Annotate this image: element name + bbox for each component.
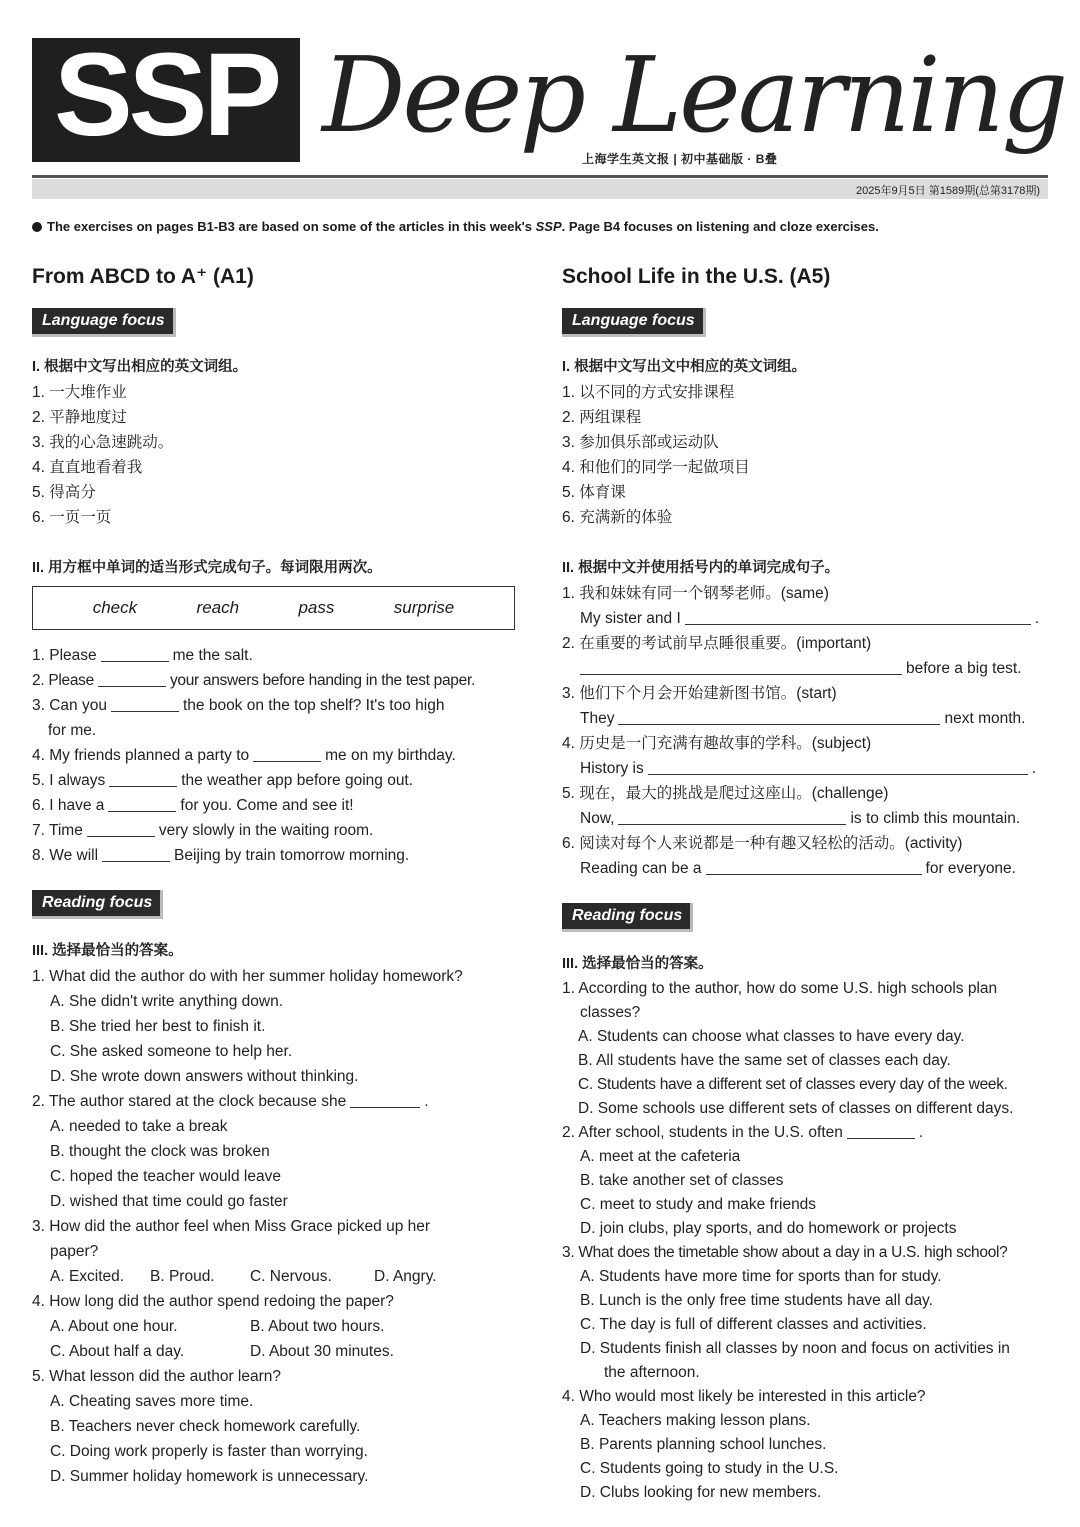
fill-sentence: 6. I have a for you. Come and see it!	[32, 797, 354, 814]
answer-blank[interactable]	[618, 808, 846, 825]
right-column	[562, 262, 1052, 1505]
word-box-item: reach	[196, 598, 240, 617]
option[interactable]: B. Parents planning school lunches.	[580, 1436, 827, 1453]
publication-title: Deep Learning	[322, 34, 1066, 156]
option[interactable]: C. The day is full of different classes and activities.	[580, 1316, 927, 1333]
translate-answer: My sister and I .	[580, 610, 1040, 627]
option[interactable]: C. She asked someone to help her.	[50, 1043, 293, 1060]
option[interactable]: A. She didn't write anything down.	[50, 993, 284, 1010]
translate-answer: History is .	[580, 760, 1037, 777]
answer-blank[interactable]	[98, 670, 166, 687]
question: 3. How did the author feel when Miss Grace picked up her	[32, 1218, 431, 1235]
notice-italic: SSP	[535, 219, 562, 234]
issue-date: 2025年9月5日 第1589期(总第3178期)	[855, 185, 1040, 197]
list-item: 4. 直直地看着我	[32, 459, 143, 476]
fill-sentence: 2. Please your answers before handing in the test paper.	[32, 672, 475, 689]
answer-blank[interactable]	[706, 858, 922, 875]
fill-sentence: 3. Can you the book on the top shelf? It's too high	[32, 697, 445, 714]
question: 2. The author stared at the clock because she .	[32, 1093, 429, 1110]
option[interactable]: D. join clubs, play sports, and do homework or projects	[580, 1220, 957, 1237]
option[interactable]: B. Lunch is the only free time students have all day.	[580, 1292, 933, 1309]
answer-blank[interactable]	[580, 658, 902, 675]
exercise-heading: III. 选择最恰当的答案。	[562, 956, 713, 972]
option[interactable]: C. Students going to study in the U.S.	[580, 1460, 839, 1477]
option[interactable]: A. Excited.	[50, 1268, 125, 1285]
fill-sentence: 4. My friends planned a party to me on my birthday.	[32, 747, 456, 764]
option[interactable]: A. needed to take a break	[50, 1118, 228, 1135]
exercise-heading: II. 根据中文并使用括号内的单词完成句子。	[562, 560, 840, 576]
bullet-icon	[32, 222, 42, 232]
option[interactable]: D. Students finish all classes by noon and focus on activities in	[580, 1340, 1010, 1357]
word-box	[32, 586, 515, 630]
list-item: 1. 一大堆作业	[32, 384, 127, 401]
option[interactable]: C. Nervous.	[250, 1268, 332, 1285]
exercise-heading: II. 用方框中单词的适当形式完成句子。每词限用两次。	[32, 560, 382, 576]
translate-answer: before a big test.	[562, 656, 1052, 681]
option[interactable]: B. All students have the same set of classes each day.	[578, 1052, 951, 1069]
list-item: 2. 两组课程	[562, 409, 642, 426]
option-row	[32, 1339, 520, 1364]
option[interactable]: D. She wrote down answers without thinking.	[50, 1068, 359, 1085]
option[interactable]: A. Students can choose what classes to have every day.	[578, 1028, 965, 1045]
question: 3. What does the timetable show about a day in a U.S. high school?	[562, 1244, 1008, 1261]
option[interactable]: D. Clubs looking for new members.	[580, 1484, 822, 1501]
exercise-heading: III. 选择最恰当的答案。	[32, 943, 183, 959]
option-row	[32, 1264, 520, 1289]
question: 4. How long did the author spend redoing the paper?	[32, 1293, 394, 1310]
list-item: 3. 参加俱乐部或运动队	[562, 434, 719, 451]
option[interactable]: C. meet to study and make friends	[580, 1196, 817, 1213]
right-section-title: School Life in the U.S. (A5)	[562, 265, 831, 288]
option[interactable]: A. About one hour.	[50, 1318, 178, 1335]
answer-blank[interactable]	[111, 695, 179, 712]
answer-blank[interactable]	[847, 1122, 915, 1139]
list-item: 1. 以不同的方式安排课程	[562, 384, 735, 401]
option[interactable]: A. Students have more time for sports than for study.	[580, 1268, 942, 1285]
fill-sentence-cont: for me.	[48, 722, 97, 739]
fill-sentence: 5. I always the weather app before going out.	[32, 772, 414, 789]
left-column	[32, 262, 520, 1489]
option[interactable]: D. Summer holiday homework is unnecessary.	[50, 1468, 369, 1485]
language-focus-tag: Language focus	[562, 308, 706, 337]
word-box-item: pass	[298, 598, 335, 617]
logo: SSP	[53, 29, 279, 161]
list-item: 2. 平静地度过	[32, 409, 127, 426]
list-item: 4. 和他们的同学一起做项目	[562, 459, 750, 476]
option[interactable]: C. hoped the teacher would leave	[50, 1168, 281, 1185]
reading-focus-tag: Reading focus	[562, 903, 693, 932]
translate-prompt: 1. 我和妹妹有同一个钢琴老师。(same)	[562, 585, 829, 602]
question-cont: paper?	[50, 1243, 99, 1260]
option-row	[32, 1314, 520, 1339]
language-focus-tag: Language focus	[32, 308, 176, 337]
reading-focus-tag: Reading focus	[32, 890, 163, 919]
answer-blank[interactable]	[685, 608, 1031, 625]
notice-text-end: . Page B4 focuses on listening and cloze exercises.	[561, 219, 879, 234]
exercise-heading: I. 根据中文写出文中相应的英文词组。	[562, 359, 807, 375]
option[interactable]: A. meet at the cafeteria	[580, 1148, 741, 1165]
question: 4. Who would most likely be interested in this article?	[562, 1388, 926, 1405]
header-rule	[32, 175, 1048, 178]
option[interactable]: D. About 30 minutes.	[250, 1343, 394, 1360]
translate-prompt: 3. 他们下个月会开始建新图书馆。(start)	[562, 685, 837, 702]
answer-blank[interactable]	[109, 770, 177, 787]
option[interactable]: D. Some schools use different sets of classes on different days.	[578, 1100, 1014, 1117]
option[interactable]: B. About two hours.	[250, 1318, 385, 1335]
option[interactable]: D. wished that time could go faster	[50, 1193, 288, 1210]
notice	[32, 219, 879, 234]
answer-blank[interactable]	[108, 795, 176, 812]
publication-subtitle: 上海学生英文报 | 初中基础版 · B叠	[582, 152, 778, 166]
option[interactable]: A. Teachers making lesson plans.	[580, 1412, 811, 1429]
translate-answer: Now, is to climb this mountain.	[580, 810, 1021, 827]
word-box-item: check	[92, 598, 138, 617]
translate-answer: Reading can be a for everyone.	[580, 860, 1016, 877]
list-item: 5. 得高分	[32, 484, 96, 501]
list-item: 3. 我的心急速跳动。	[32, 434, 174, 451]
translate-prompt: 6. 阅读对每个人来说都是一种有趣又轻松的活动。(activity)	[562, 835, 963, 852]
word-box-item: surprise	[393, 598, 455, 617]
option[interactable]: B. take another set of classes	[580, 1172, 784, 1189]
question: 2. After school, students in the U.S. often .	[562, 1124, 924, 1141]
option-cont: the afternoon.	[604, 1364, 700, 1381]
translate-prompt: 2. 在重要的考试前早点睡很重要。(important)	[562, 635, 872, 652]
question-cont: classes?	[580, 1004, 641, 1021]
answer-blank[interactable]	[102, 845, 170, 862]
option[interactable]: A. Cheating saves more time.	[50, 1393, 254, 1410]
option[interactable]: B. thought the clock was broken	[50, 1143, 270, 1160]
option[interactable]: B. She tried her best to finish it.	[50, 1018, 266, 1035]
answer-blank[interactable]	[618, 708, 940, 725]
option[interactable]: C. Doing work properly is faster than worrying.	[50, 1443, 368, 1460]
option[interactable]: B. Teachers never check homework carefully.	[50, 1418, 361, 1435]
left-section-title: From ABCD to A⁺ (A1)	[32, 265, 254, 288]
fill-sentence: 8. We will Beijing by train tomorrow morning.	[32, 847, 410, 864]
option[interactable]: C. About half a day.	[50, 1343, 185, 1360]
list-item: 6. 一页一页	[32, 509, 112, 526]
option[interactable]: C. Students have a different set of classes every day of the week.	[578, 1076, 1008, 1093]
question: 5. What lesson did the author learn?	[32, 1368, 282, 1385]
question: 1. According to the author, how do some U.S. high schools plan	[562, 980, 998, 997]
answer-blank[interactable]	[648, 758, 1028, 775]
answer-blank[interactable]	[101, 645, 169, 662]
question: 1. What did the author do with her summer holiday homework?	[32, 968, 463, 985]
translate-answer: They next month.	[580, 710, 1026, 727]
exercise-heading: I. 根据中文写出相应的英文词组。	[32, 359, 248, 375]
option[interactable]: B. Proud.	[150, 1268, 215, 1285]
option[interactable]: D. Angry.	[374, 1268, 437, 1285]
answer-blank[interactable]	[350, 1091, 420, 1108]
fill-sentence: 7. Time very slowly in the waiting room.	[32, 822, 374, 839]
notice-text: The exercises on pages B1-B3 are based on some of the articles in this week's	[47, 219, 532, 234]
fill-sentence: 1. Please me the salt.	[32, 647, 253, 664]
answer-blank[interactable]	[253, 745, 321, 762]
answer-blank[interactable]	[87, 820, 155, 837]
list-item: 6. 充满新的体验	[562, 509, 673, 526]
translate-prompt: 4. 历史是一门充满有趣故事的学科。(subject)	[562, 735, 872, 752]
translate-prompt: 5. 现在，最大的挑战是爬过这座山。(challenge)	[562, 785, 889, 802]
list-item: 5. 体育课	[562, 484, 626, 501]
